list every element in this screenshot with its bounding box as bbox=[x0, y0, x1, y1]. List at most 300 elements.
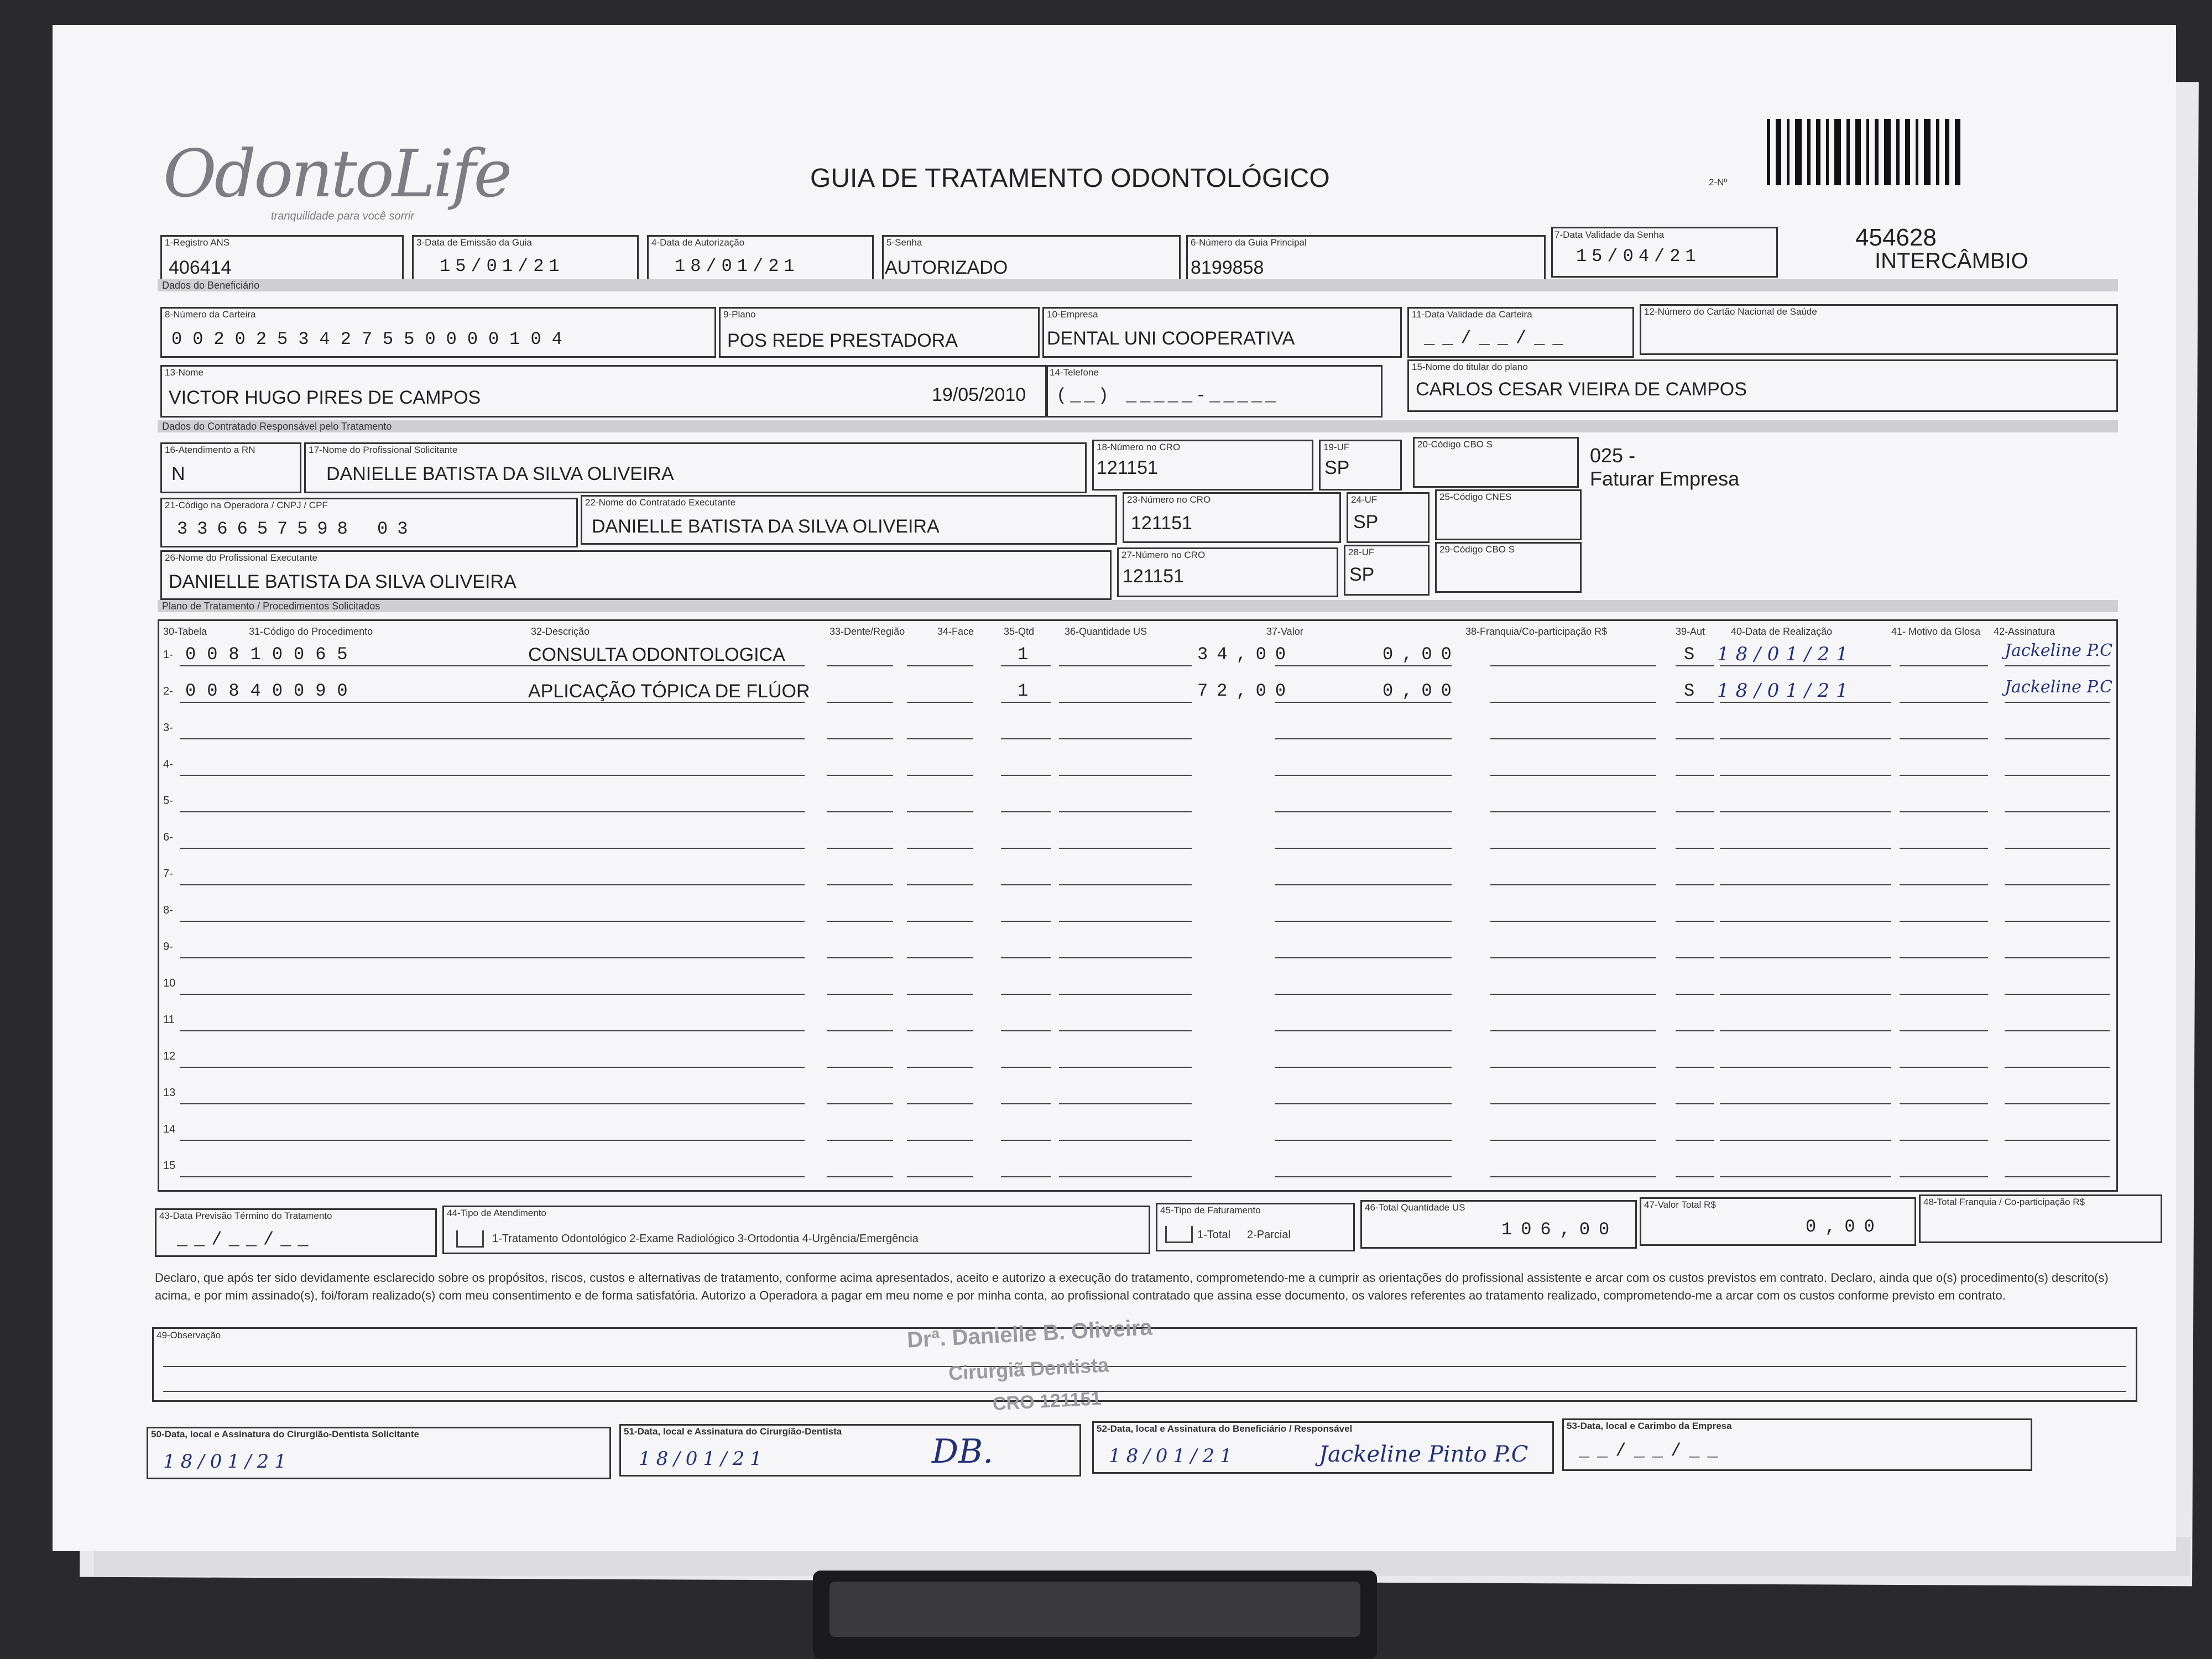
row-field-line[interactable] bbox=[827, 957, 893, 958]
row-field-line[interactable] bbox=[1720, 775, 1891, 776]
row-field-line[interactable] bbox=[1490, 738, 1656, 739]
row-field-line[interactable] bbox=[1720, 1140, 1891, 1141]
row-field-line[interactable] bbox=[249, 957, 556, 958]
row-number: 15 bbox=[163, 1160, 176, 1172]
row-quantidade-us: 34,00 bbox=[1197, 644, 1295, 665]
row-field-line[interactable] bbox=[827, 848, 893, 849]
col-header-codigo: 31-Código do Procedimento bbox=[249, 626, 373, 637]
row-field-line[interactable] bbox=[1720, 957, 1891, 958]
row-field-line[interactable] bbox=[528, 811, 805, 812]
row-field-line[interactable] bbox=[1001, 957, 1051, 958]
row-field-line[interactable] bbox=[827, 884, 893, 885]
field-label: 16-Atendimento a RN bbox=[165, 445, 255, 455]
row-field-line[interactable] bbox=[1676, 1140, 1714, 1141]
field-label: 20-Código CBO S bbox=[1417, 439, 1493, 450]
tipo-faturamento-box[interactable] bbox=[1165, 1226, 1193, 1243]
field-label: 49-Observação bbox=[156, 1330, 221, 1340]
col-header-qtd: 35-Qtd bbox=[1004, 626, 1035, 637]
telefone-value: (__) _____-_____ bbox=[1056, 385, 1280, 406]
row-field-line[interactable] bbox=[827, 1030, 893, 1031]
row-valor: 0,00 bbox=[1383, 644, 1460, 665]
row-field-line[interactable] bbox=[528, 884, 805, 885]
valor-total-value: 0,00 bbox=[1806, 1217, 1884, 1237]
row-field-line[interactable] bbox=[827, 1140, 893, 1141]
row-field-line[interactable] bbox=[907, 848, 973, 849]
row-field-line[interactable] bbox=[1001, 702, 1051, 703]
row-field-line[interactable] bbox=[249, 1140, 556, 1141]
field-label: 18-Número no CRO bbox=[1097, 442, 1181, 452]
row-field-line[interactable] bbox=[2005, 884, 2110, 885]
carteira-value: 0020253427550000104 bbox=[171, 329, 573, 349]
odontolife-logo: OdontoLife bbox=[163, 135, 510, 212]
field-label: 12-Número do Cartão Nacional de Saúde bbox=[1644, 306, 1817, 317]
row-number: 10 bbox=[163, 977, 176, 989]
row-field-line[interactable] bbox=[1490, 1140, 1656, 1141]
row-field-line[interactable] bbox=[1900, 738, 1988, 739]
row-aut: S bbox=[1684, 681, 1700, 701]
row-field-line[interactable] bbox=[249, 1067, 556, 1068]
row-field-line[interactable] bbox=[2005, 1140, 2110, 1141]
row-field-line[interactable] bbox=[827, 1103, 893, 1104]
faturamento-option-parcial: 2-Parcial bbox=[1247, 1229, 1291, 1241]
row-field-line[interactable] bbox=[827, 811, 893, 812]
clipboard-clip-inner bbox=[830, 1582, 1360, 1637]
dentist-stamp-cro: CRO 121151 bbox=[992, 1387, 1102, 1415]
row-field-line[interactable] bbox=[1001, 884, 1051, 885]
guide-number: 454628 bbox=[1855, 224, 1937, 251]
row-field-line[interactable] bbox=[1900, 811, 1988, 812]
assinatura-solicitante-date: 18/01/21 bbox=[163, 1451, 292, 1473]
row-field-line[interactable] bbox=[1676, 775, 1714, 776]
validade-carteira-value: __/__/__ bbox=[1424, 328, 1571, 348]
uf-solicitante-value: SP bbox=[1324, 457, 1350, 478]
col-header-face: 34-Face bbox=[937, 626, 974, 637]
row-field-line[interactable] bbox=[249, 738, 556, 739]
cbo-value: 025 - bbox=[1590, 444, 1636, 467]
row-field-line[interactable] bbox=[528, 1176, 805, 1177]
row-codigo: 00810065 bbox=[185, 644, 359, 665]
assinatura-beneficiario-date: 18/01/21 bbox=[1109, 1445, 1238, 1467]
row-field-line[interactable] bbox=[907, 702, 973, 703]
row-field-line[interactable] bbox=[1001, 1030, 1051, 1031]
field-label: 26-Nome do Profissional Executante bbox=[165, 552, 317, 563]
row-field-line[interactable] bbox=[1720, 702, 1891, 703]
row-assinatura: Jackeline P.C bbox=[2005, 641, 2113, 660]
field-label: 50-Data, local e Assinatura do Cirurgião-Dentista Solicitante bbox=[151, 1429, 419, 1439]
row-field-line[interactable] bbox=[249, 775, 556, 776]
row-field-line[interactable] bbox=[528, 848, 805, 849]
row-descricao: CONSULTA ODONTOLOGICA bbox=[528, 644, 785, 665]
row-field-line[interactable] bbox=[1900, 848, 1988, 849]
row-field-line[interactable] bbox=[1059, 884, 1192, 885]
row-field-line[interactable] bbox=[1676, 665, 1714, 666]
row-field-line[interactable] bbox=[1676, 848, 1714, 849]
row-field-line[interactable] bbox=[1001, 1140, 1051, 1141]
field-label: 1-Registro ANS bbox=[165, 237, 230, 248]
row-field-line[interactable] bbox=[1001, 921, 1051, 922]
codigo-operadora-value: 336657598 03 bbox=[177, 519, 418, 539]
row-field-line[interactable] bbox=[249, 1103, 556, 1104]
beneficiary-signature: Jackeline Pinto P.C bbox=[1319, 1442, 1528, 1467]
row-field-line[interactable] bbox=[2005, 848, 2110, 849]
row-field-line[interactable] bbox=[1490, 1176, 1656, 1177]
row-valor: 0,00 bbox=[1383, 681, 1460, 701]
row-field-line[interactable] bbox=[249, 848, 556, 849]
uf-executante-value: SP bbox=[1353, 512, 1379, 533]
field-label: 19-UF bbox=[1323, 442, 1350, 452]
row-field-line[interactable] bbox=[1676, 921, 1714, 922]
registro-ans-value: 406414 bbox=[169, 257, 232, 278]
row-field-line[interactable] bbox=[1490, 665, 1656, 666]
row-field-line[interactable] bbox=[1059, 738, 1192, 739]
row-field-line[interactable] bbox=[1490, 921, 1656, 922]
row-field-line[interactable] bbox=[528, 738, 805, 739]
row-field-line[interactable] bbox=[1900, 702, 1988, 703]
row-field-line[interactable] bbox=[907, 775, 973, 776]
row-field-line[interactable] bbox=[1490, 848, 1656, 849]
row-qtd: 1 bbox=[1018, 681, 1034, 701]
row-field-line[interactable] bbox=[1900, 884, 1988, 885]
row-field-line[interactable] bbox=[1001, 1176, 1051, 1177]
row-number: 3- bbox=[163, 722, 173, 734]
empresa-value: DENTAL UNI COOPERATIVA bbox=[1047, 328, 1295, 349]
row-field-line[interactable] bbox=[1059, 1176, 1192, 1177]
row-field-line[interactable] bbox=[907, 957, 973, 958]
row-field-line[interactable] bbox=[1059, 994, 1192, 995]
row-field-line[interactable] bbox=[1059, 665, 1192, 666]
row-field-line[interactable] bbox=[1275, 665, 1452, 666]
field-label: 44-Tipo de Atendimento bbox=[447, 1208, 546, 1218]
row-field-line[interactable] bbox=[1900, 994, 1988, 995]
row-field-line[interactable] bbox=[1720, 848, 1891, 849]
cro-profissional-value: 121151 bbox=[1123, 566, 1184, 587]
field-label: 25-Código CNES bbox=[1439, 492, 1512, 502]
row-number: 11 bbox=[163, 1014, 175, 1026]
row-field-line[interactable] bbox=[1059, 848, 1192, 849]
row-number: 7- bbox=[163, 868, 173, 880]
row-field-line[interactable] bbox=[2005, 994, 2110, 995]
row-field-line[interactable] bbox=[1275, 1176, 1452, 1177]
row-field-line[interactable] bbox=[1059, 1030, 1192, 1031]
row-field-line[interactable] bbox=[1676, 957, 1714, 958]
guia-principal-value: 8199858 bbox=[1191, 257, 1264, 278]
data-autorizacao-value: 18/01/21 bbox=[675, 256, 800, 276]
row-field-line[interactable] bbox=[1001, 811, 1051, 812]
row-field-line[interactable] bbox=[249, 921, 556, 922]
row-field-line[interactable] bbox=[1059, 811, 1192, 812]
row-field-line[interactable] bbox=[827, 1067, 893, 1068]
row-number: 9- bbox=[163, 941, 173, 953]
row-field-line[interactable] bbox=[2005, 775, 2110, 776]
row-field-line[interactable] bbox=[1275, 884, 1452, 885]
row-field-line[interactable] bbox=[907, 1067, 973, 1068]
row-field-line[interactable] bbox=[528, 775, 805, 776]
row-field-line[interactable] bbox=[1275, 702, 1452, 703]
row-field-line[interactable] bbox=[1001, 1103, 1051, 1104]
row-field-line[interactable] bbox=[1490, 957, 1656, 958]
row-field-line[interactable] bbox=[1490, 1103, 1656, 1104]
row-field-line[interactable] bbox=[907, 811, 973, 812]
intercambio-label: INTERCÂMBIO bbox=[1875, 249, 2028, 273]
row-number: 6- bbox=[163, 831, 173, 843]
field-tipo-atendimento bbox=[442, 1206, 1150, 1254]
row-field-line[interactable] bbox=[827, 921, 893, 922]
row-field-line[interactable] bbox=[1275, 921, 1452, 922]
row-field-line[interactable] bbox=[249, 665, 556, 666]
row-field-line[interactable] bbox=[1275, 1067, 1452, 1068]
row-field-line[interactable] bbox=[907, 1176, 973, 1177]
row-field-line[interactable] bbox=[827, 738, 893, 739]
field-label: 47-Valor Total R$ bbox=[1644, 1199, 1716, 1210]
faturar-empresa-text: Faturar Empresa bbox=[1590, 467, 1740, 490]
row-field-line[interactable] bbox=[2005, 811, 2110, 812]
row-field-line[interactable] bbox=[907, 738, 973, 739]
row-field-line[interactable] bbox=[1059, 957, 1192, 958]
row-field-line[interactable] bbox=[1059, 775, 1192, 776]
guide-form bbox=[53, 25, 2176, 1551]
row-field-line[interactable] bbox=[1676, 738, 1714, 739]
assinatura-dentista-date: 18/01/21 bbox=[639, 1448, 768, 1470]
col-header-assinatura: 42-Assinatura bbox=[1994, 626, 2056, 637]
row-number: 13 bbox=[163, 1087, 176, 1099]
row-field-line[interactable] bbox=[827, 1176, 893, 1177]
row-field-line[interactable] bbox=[1720, 665, 1891, 666]
faturamento-option-total: 1-Total bbox=[1197, 1229, 1231, 1241]
row-qtd: 1 bbox=[1018, 644, 1034, 665]
row-field-line[interactable] bbox=[249, 1176, 556, 1177]
field-label: 15-Nome do titular do plano bbox=[1412, 362, 1528, 372]
row-field-line[interactable] bbox=[1059, 702, 1192, 703]
row-field-line[interactable] bbox=[1720, 1103, 1891, 1104]
field-label: 52-Data, local e Assinatura do Beneficiário / Responsável bbox=[1097, 1423, 1353, 1434]
row-field-line[interactable] bbox=[1900, 921, 1988, 922]
plano-value: POS REDE PRESTADORA bbox=[727, 330, 958, 351]
field-label: 10-Empresa bbox=[1047, 309, 1098, 320]
row-field-line[interactable] bbox=[907, 994, 973, 995]
row-field-line[interactable] bbox=[1001, 1067, 1051, 1068]
row-field-line[interactable] bbox=[249, 884, 556, 885]
row-field-line[interactable] bbox=[1900, 957, 1988, 958]
field-label: 4-Data de Autorização bbox=[651, 237, 745, 248]
col-header-aut: 39-Aut bbox=[1676, 626, 1705, 637]
row-field-line[interactable] bbox=[1900, 665, 1988, 666]
field-label: 8-Número da Carteira bbox=[165, 309, 256, 320]
section-beneficiario: Dados do Beneficiário bbox=[158, 279, 2118, 291]
row-field-line[interactable] bbox=[1720, 738, 1891, 739]
row-field-line[interactable] bbox=[1720, 884, 1891, 885]
row-field-line[interactable] bbox=[2005, 1030, 2110, 1031]
row-field-line[interactable] bbox=[1001, 848, 1051, 849]
row-field-line[interactable] bbox=[907, 921, 973, 922]
field-label: 29-Código CBO S bbox=[1439, 544, 1515, 555]
row-field-line[interactable] bbox=[1490, 702, 1656, 703]
row-field-line[interactable] bbox=[1059, 1103, 1192, 1104]
row-number: 2- bbox=[163, 685, 173, 697]
carimbo-empresa-date: __/__/__ bbox=[1579, 1441, 1726, 1461]
col-header-franquia: 38-Franquia/Co-participação R$ bbox=[1465, 626, 1608, 637]
col-header-dente: 33-Dente/Região bbox=[830, 626, 905, 637]
row-field-line[interactable] bbox=[1275, 738, 1452, 739]
row-data-realizacao: 18/01/21 bbox=[1717, 643, 1855, 665]
row-field-line[interactable] bbox=[1720, 921, 1891, 922]
validade-senha-value: 15/04/21 bbox=[1576, 246, 1701, 267]
field-label: 7-Data Validade da Senha bbox=[1554, 229, 1665, 240]
row-field-line[interactable] bbox=[1490, 1030, 1656, 1031]
field-label: 5-Senha bbox=[886, 237, 922, 248]
row-field-line[interactable] bbox=[1001, 775, 1051, 776]
tipo-atendimento-options: 1-Tratamento Odontológico 2-Exame Radiológico 3-Ortodontia 4-Urgência/Emergência bbox=[492, 1233, 919, 1245]
field-label: 24-UF bbox=[1351, 494, 1378, 505]
section-contratado: Dados do Contratado Responsável pelo Tratamento bbox=[158, 420, 2118, 432]
titular-value: CARLOS CESAR VIEIRA DE CAMPOS bbox=[1416, 379, 1747, 400]
row-field-line[interactable] bbox=[1676, 1176, 1714, 1177]
row-field-line[interactable] bbox=[1001, 994, 1051, 995]
row-field-line[interactable] bbox=[1275, 957, 1452, 958]
barcode-icon bbox=[1767, 119, 1966, 185]
row-field-line[interactable] bbox=[1900, 1176, 1988, 1177]
field-label: 28-UF bbox=[1348, 547, 1375, 557]
observacao-line bbox=[163, 1391, 2126, 1392]
row-number: 8- bbox=[163, 904, 173, 916]
row-field-line[interactable] bbox=[528, 994, 805, 995]
row-field-line[interactable] bbox=[1490, 1067, 1656, 1068]
row-field-line[interactable] bbox=[1676, 884, 1714, 885]
field-label: 48-Total Franquia / Co-participação R$ bbox=[1923, 1197, 2085, 1207]
field-label: 53-Data, local e Carimbo da Empresa bbox=[1567, 1421, 1732, 1431]
field-label: 6-Número da Guia Principal bbox=[1191, 237, 1307, 248]
row-field-line[interactable] bbox=[1490, 994, 1656, 995]
row-field-line[interactable] bbox=[528, 1103, 805, 1104]
row-field-line[interactable] bbox=[1676, 1103, 1714, 1104]
field-label: 46-Total Quantidade US bbox=[1365, 1202, 1465, 1213]
row-field-line[interactable] bbox=[1900, 1140, 1988, 1141]
row-field-line[interactable] bbox=[1720, 1067, 1891, 1068]
row-field-line[interactable] bbox=[1676, 1030, 1714, 1031]
row-field-line[interactable] bbox=[827, 665, 893, 666]
col-header-quantidade-us: 36-Quantidade US bbox=[1065, 626, 1147, 637]
row-field-line[interactable] bbox=[249, 702, 556, 703]
row-field-line[interactable] bbox=[1490, 775, 1656, 776]
form-title: GUIA DE TRATAMENTO ODONTOLÓGICO bbox=[810, 164, 1330, 193]
row-field-line[interactable] bbox=[2005, 921, 2110, 922]
row-number: 14 bbox=[163, 1123, 176, 1135]
row-field-line[interactable] bbox=[1275, 1140, 1452, 1141]
row-field-line[interactable] bbox=[827, 775, 893, 776]
row-field-line[interactable] bbox=[2005, 702, 2110, 703]
row-field-line[interactable] bbox=[1275, 848, 1452, 849]
row-field-line[interactable] bbox=[1676, 811, 1714, 812]
row-field-line[interactable] bbox=[528, 957, 805, 958]
row-field-line[interactable] bbox=[1059, 1140, 1192, 1141]
row-field-line[interactable] bbox=[2005, 957, 2110, 958]
row-field-line[interactable] bbox=[1059, 921, 1192, 922]
contratado-executante-value: DANIELLE BATISTA DA SILVA OLIVEIRA bbox=[592, 516, 940, 537]
declaration-text: Declaro, que após ter sido devidamente esclarecido sobre os propósitos, riscos, custos e alternativas de tratamento, conforme acima apresentados, aceito e autorizo a execução do tratamento, comprometendo-me a cumprir as orientações do profissional assistente e arcar com os custos previstos em contrato. Declaro, ainda que o(s) procedimento(s) descrito(s) acima, e por mim assinado(s), foi/foram realizado(s) com meu consentimento e de forma satisfatória. Autorizo a Operadora a pagar em meu nome e por minha conta, ao profissional contratado que assina esse documento, os valores referentes ao tratamento realizado, comprometendo-me a arcar com os custos conforme previsto em contrato. bbox=[155, 1271, 2109, 1302]
col-header-data-realizacao: 40-Data de Realização bbox=[1731, 626, 1833, 637]
row-number: 5- bbox=[163, 795, 173, 807]
logo-tagline: tranquilidade para você sorrir bbox=[271, 210, 415, 222]
cro-executante-value: 121151 bbox=[1131, 513, 1192, 534]
row-field-line[interactable] bbox=[1900, 775, 1988, 776]
field-label: 14-Telefone bbox=[1050, 367, 1099, 378]
row-field-line[interactable] bbox=[907, 1030, 973, 1031]
row-field-line[interactable] bbox=[1490, 884, 1656, 885]
row-field-line[interactable] bbox=[2005, 1103, 2110, 1104]
row-field-line[interactable] bbox=[1275, 994, 1452, 995]
profissional-executante-value: DANIELLE BATISTA DA SILVA OLIVEIRA bbox=[169, 571, 517, 592]
row-field-line[interactable] bbox=[1676, 1067, 1714, 1068]
field-label: 9-Plano bbox=[723, 309, 756, 320]
row-codigo: 00840090 bbox=[185, 681, 359, 701]
row-descricao: APLICAÇÃO TÓPICA DE FLÚOR bbox=[528, 681, 810, 702]
row-field-line[interactable] bbox=[1275, 775, 1452, 776]
row-field-line[interactable] bbox=[1900, 1103, 1988, 1104]
field-label: 21-Código na Operadora / CNPJ / CPF bbox=[165, 500, 328, 510]
field-label: 43-Data Previsão Término do Tratamento bbox=[159, 1211, 332, 1221]
row-field-line[interactable] bbox=[2005, 665, 2110, 666]
previsao-termino-value: __/__/__ bbox=[177, 1229, 315, 1250]
total-quantidade-us-value: 106,00 bbox=[1501, 1219, 1619, 1240]
observacao-line bbox=[163, 1366, 2126, 1367]
row-field-line[interactable] bbox=[528, 1067, 805, 1068]
row-field-line[interactable] bbox=[907, 884, 973, 885]
cro-solicitante-value: 121151 bbox=[1097, 457, 1158, 478]
dentist-signature: DB. bbox=[932, 1432, 994, 1471]
field-label: 13-Nome bbox=[165, 367, 204, 378]
field-label: 3-Data de Emissão da Guia bbox=[416, 237, 532, 248]
row-field-line[interactable] bbox=[528, 1030, 805, 1031]
row-field-line[interactable] bbox=[907, 1140, 973, 1141]
row-field-line[interactable] bbox=[827, 994, 893, 995]
row-field-line[interactable] bbox=[1059, 1067, 1192, 1068]
row-field-line[interactable] bbox=[2005, 738, 2110, 739]
row-field-line[interactable] bbox=[1720, 994, 1891, 995]
row-field-line[interactable] bbox=[249, 994, 556, 995]
row-field-line[interactable] bbox=[1275, 1030, 1452, 1031]
row-field-line[interactable] bbox=[1720, 1030, 1891, 1031]
row-field-line[interactable] bbox=[1001, 665, 1051, 666]
row-field-line[interactable] bbox=[249, 811, 556, 812]
row-field-line[interactable] bbox=[2005, 1067, 2110, 1068]
row-field-line[interactable] bbox=[1676, 702, 1714, 703]
row-field-line[interactable] bbox=[907, 1103, 973, 1104]
row-field-line[interactable] bbox=[1720, 1176, 1891, 1177]
profissional-solicitante-value: DANIELLE BATISTA DA SILVA OLIVEIRA bbox=[326, 463, 674, 484]
field-label: 11-Data Validade da Carteira bbox=[1412, 309, 1532, 320]
row-aut: S bbox=[1684, 644, 1700, 665]
row-field-line[interactable] bbox=[2005, 1176, 2110, 1177]
row-field-line[interactable] bbox=[1275, 1103, 1452, 1104]
row-field-line[interactable] bbox=[1275, 811, 1452, 812]
row-field-line[interactable] bbox=[827, 702, 893, 703]
row-field-line[interactable] bbox=[1900, 1030, 1988, 1031]
tipo-atendimento-box[interactable] bbox=[456, 1230, 484, 1248]
row-field-line[interactable] bbox=[1676, 994, 1714, 995]
data-emissao-value: 15/01/21 bbox=[440, 256, 565, 276]
row-field-line[interactable] bbox=[1900, 1067, 1988, 1068]
field-label: 45-Tipo de Faturamento bbox=[1160, 1205, 1261, 1215]
row-field-line[interactable] bbox=[907, 665, 973, 666]
row-field-line[interactable] bbox=[528, 1140, 805, 1141]
row-field-line[interactable] bbox=[528, 921, 805, 922]
atendimento-rn-value: N bbox=[171, 463, 185, 484]
row-field-line[interactable] bbox=[1720, 811, 1891, 812]
row-field-line[interactable] bbox=[1490, 811, 1656, 812]
procedures-table bbox=[158, 619, 2118, 1192]
row-field-line[interactable] bbox=[1001, 738, 1051, 739]
row-field-line[interactable] bbox=[249, 1030, 556, 1031]
birth-date-value: 19/05/2010 bbox=[932, 384, 1026, 405]
